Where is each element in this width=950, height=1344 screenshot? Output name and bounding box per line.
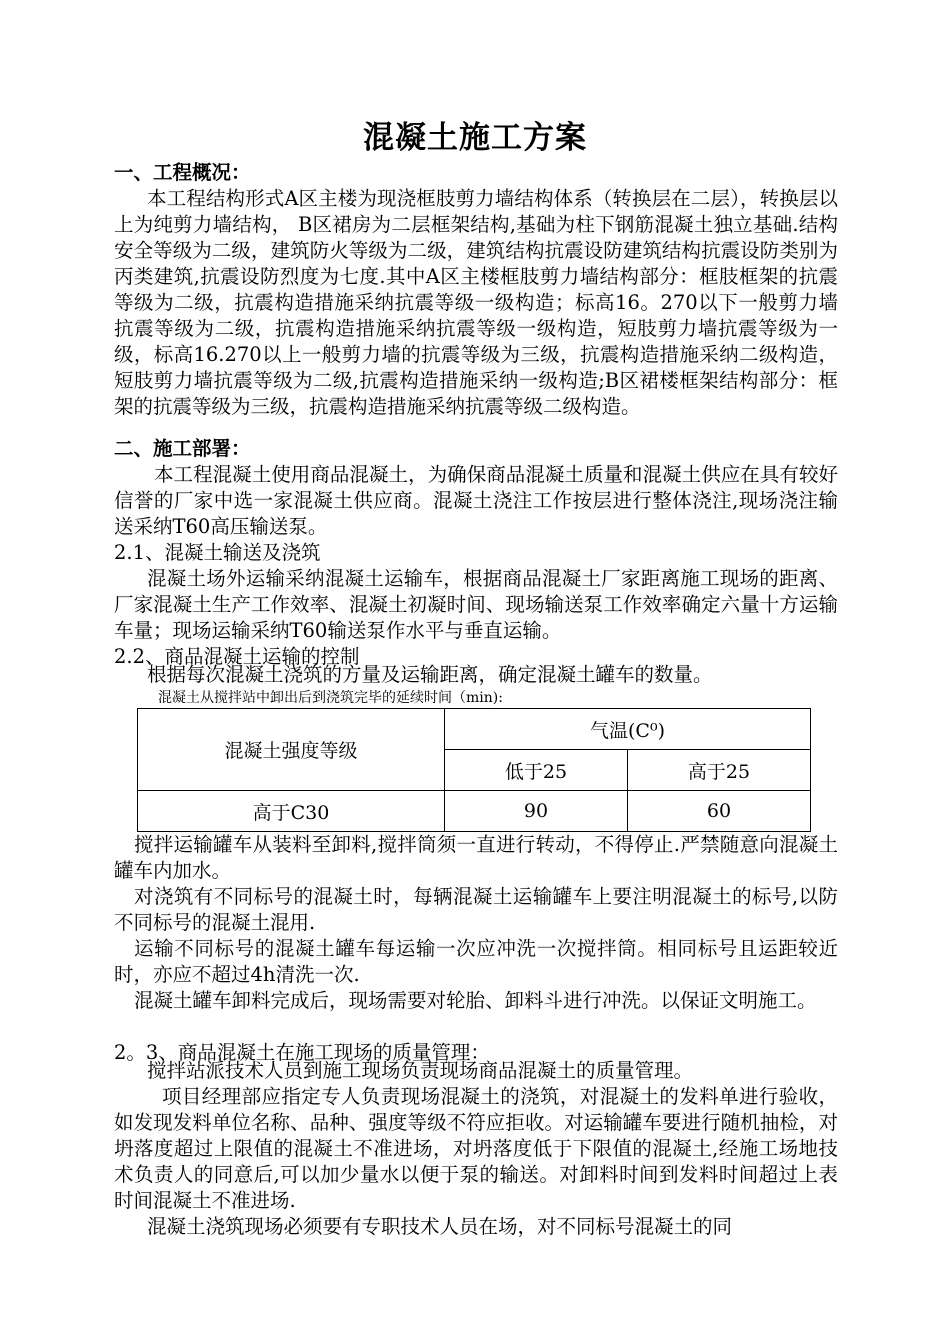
table-cell-grade: 高于C30 xyxy=(138,791,445,832)
paragraph-labeling: 对浇筑有不同标号的混凝土时，每辆混凝土运输罐车上要注明混凝土的标号,以防不同标号的混凝土混用. xyxy=(114,885,838,934)
section-2-1-paragraph: 混凝土场外运输采纳混凝土运输车，根据商品混凝土厂家距离施工现场的距离、厂家混凝土生产工作效率、混凝土初凝时间、现场输送泵工作效率确定六量十方运输车量；现场运输采纳T60输送泵作水平与垂直运输。 xyxy=(114,567,838,642)
paragraph-mixing: 搅拌运输罐车从装料至卸料,搅拌筒须一直进行转动，不得停止.严禁随意向混凝土罐车内加水。 xyxy=(114,833,838,882)
table-cell-low: 90 xyxy=(445,791,628,832)
section-2-3-paragraph-3: 混凝土浇筑现场必须要有专职技术人员在场，对不同标号混凝土的同 xyxy=(147,1215,733,1238)
table-header-high: 高于25 xyxy=(628,750,811,791)
section-2-heading: 二、施工部署： xyxy=(114,437,251,460)
table-header-grade: 混凝土强度等级 xyxy=(138,709,445,791)
table-header-low: 低于25 xyxy=(445,750,628,791)
section-2-1-heading: 2.1、混凝土输送及浇筑 xyxy=(114,541,321,564)
section-2-3-heading: 2。3、商品混凝土在施工现场的质量管理： xyxy=(114,1041,490,1064)
section-2-3-paragraph-2: 项目经理部应指定专人负责现场混凝土的浇筑，对混凝土的发料单进行验收，如发现发料单位名称、品种、强度等级不符应拒收。对运输罐车要进行随机抽检，对坍落度超过上限值的混凝土不准进场，对坍落度低于下限值的混凝土,经施工场地技术负责人的同意后,可以加少量水以便于泵的输送。对卸料时间到发料时间超过上表时间混凝土不准进场. xyxy=(114,1085,838,1212)
table-cell-high: 60 xyxy=(628,791,811,832)
section-2-2-heading: 2.2、商品混凝土运输的控制 xyxy=(114,645,360,668)
section-2-3-paragraph-1: 搅拌站派技术人员到施工现场负责现场商品混凝土的质量管理。 xyxy=(147,1059,694,1082)
table-caption: 混凝土从搅拌站中卸出后到浇筑完毕的延续时间（min): xyxy=(158,690,503,706)
table-header-temperature: 气温(C⁰) xyxy=(445,709,811,750)
section-2-2-paragraph: 根据每次混凝土浇筑的方量及运输距离，确定混凝土罐车的数量。 xyxy=(147,663,713,686)
delay-time-table xyxy=(137,708,811,832)
paragraph-cleaning: 混凝土罐车卸料完成后，现场需要对轮胎、卸料斗进行冲洗。以保证文明施工。 xyxy=(134,989,817,1012)
section-1-paragraph: 本工程结构形式A区主楼为现浇框肢剪力墙结构体系（转换层在二层），转换层以上为纯剪力墙结构， B区裙房为二层框架结构,基础为柱下钢筋混凝土独立基础.结构安全等级为二级，建筑防火等级为二级，建筑结构抗震设防建筑结构抗震设防类别为丙类建筑,抗震设防烈度为七度.其中A区主楼框肢剪力墙结构部分：框肢框架的抗震等级为二级，抗震构造措施采纳抗震等级一级构造；标高16。270以下一般剪力墙抗震等级为二级，抗震构造措施采纳抗震等级一级构造，短肢剪力墙抗震等级为一级，标高16.270以上一般剪力墙的抗震等级为三级，抗震构造措施采纳二级构造，短肢剪力墙抗震等级为二级,抗震构造措施采纳一级构造;B区裙楼框架结构部分：框架的抗震等级为三级，抗震构造措施采纳抗震等级二级构造。 xyxy=(114,187,838,418)
document-title: 混凝土施工方案 xyxy=(363,120,587,156)
section-1-heading: 一、工程概况： xyxy=(114,161,251,184)
section-2-paragraph: 本工程混凝土使用商品混凝土，为确保商品混凝土质量和混凝土供应在具有较好信誉的厂家中选一家混凝土供应商。混凝土浇注工作按层进行整体浇注,现场浇注输送采纳T60高压输送泵。 xyxy=(114,463,838,538)
paragraph-washing: 运输不同标号的混凝土罐车每运输一次应冲洗一次搅拌筒。相同标号且运距较近时，亦应不超过4h清洗一次. xyxy=(114,937,838,986)
